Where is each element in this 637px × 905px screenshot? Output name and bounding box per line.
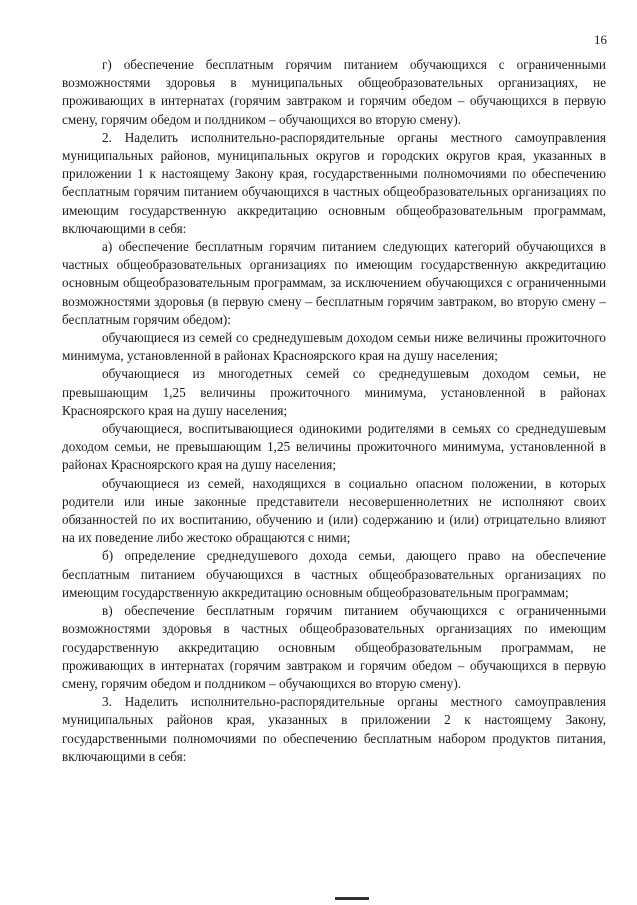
paragraph-2: 2. Наделить исполнительно-распорядительные органы местного самоуправления муниципальных районов, муниципальных округов и городских округов края, указанных в приложении 1 к настоящему Закону края, государственными полномочиями по обеспечению бесплатным горячим питанием обучающихся в частных общеобразовательных организациях по имеющим государственную аккредитацию основным общеобразовательным программам, включающими в себя: [62, 129, 606, 236]
paragraph-2a: а) обеспечение бесплатным горячим питанием следующих категорий обучающихся в частных общеобразовательных организациях по имеющим государственную аккредитацию основным общеобразовательным программам, за исключением обучающихся с ограниченными возможностями здоровья (в первую смену – бесплатным горячим завтраком, во вторую смену – бесплатным горячим обедом): [62, 239, 606, 327]
list-item-dangerous-situation: обучающиеся из семей, находящихся в социально опасном положении, в которых родители или иные законные представители несовершеннолетних не исполняют своих обязанностей по их воспитанию, обучению и (или) содержанию и (или) отрицательно влияют на их поведение либо жестоко обращаются с ними; [62, 475, 606, 546]
scan-mark [335, 897, 369, 900]
list-item-large-families: обучающиеся из многодетных семей со среднедушевым доходом семьи, не превышающим 1,25 величины прожиточного минимума, установленной в районах Красноярского края на душу населения; [62, 366, 606, 418]
page-number: 16 [594, 32, 607, 47]
paragraph-3: 3. Наделить исполнительно-распорядительные органы местного самоуправления муниципальных районов края, указанных в приложении 2 к настоящему Закону, государственными полномочиями по обеспечению бесплатным набором продуктов питания, включающими в себя: [62, 694, 606, 764]
document-body [62, 56, 606, 766]
paragraph-1g: г) обеспечение бесплатным горячим питанием обучающихся с ограниченными возможностями здоровья в муниципальных общеобразовательных организациях, не проживающих в интернатах (горячим завтраком и горячим обедом – обучающихся в первую смену, горячим обедом и полдником – обучающихся во вторую смену). [62, 57, 606, 127]
paragraph-2v: в) обеспечение бесплатным горячим питанием обучающихся с ограниченными возможностями здоровья в частных общеобразовательных организациях по имеющим государственную аккредитацию основным общеобразовательным программам, не проживающих в интернатах (горячим завтраком и горячим обедом – обучающихся в первую смену, горячим обедом и полдником – обучающихся во вторую смену). [62, 603, 606, 691]
list-item-single-parents: обучающиеся, воспитывающиеся одинокими родителями в семьях со среднедушевым доходом семьи, не превышающим 1,25 величины прожиточного минимума, установленной в районах Красноярского края на душу населения; [62, 421, 606, 473]
paragraph-2b: б) определение среднедушевого дохода семьи, дающего право на обеспечение бесплатным питанием обучающихся в частных общеобразовательных организациях по имеющим государственную аккредитацию основным общеобразовательным программам; [62, 548, 606, 600]
list-item-low-income: обучающиеся из семей со среднедушевым доходом семьи ниже величины прожиточного минимума, установленной в районах Красноярского края на душу населения; [62, 330, 606, 364]
